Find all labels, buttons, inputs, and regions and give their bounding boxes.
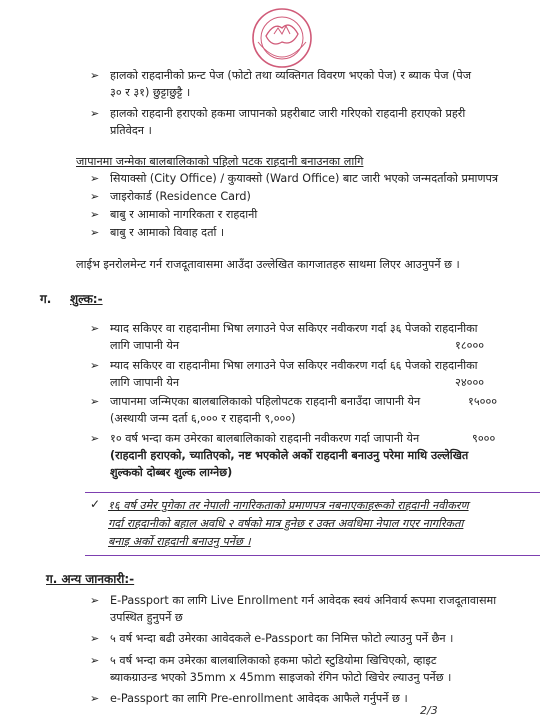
bullet-police-report-line1: हालको राहदानी हराएको हकमा जापानको प्रहरीबाट जारी गरिएको राहदानी हराएको प्रहरी (110, 107, 466, 120)
notice-line: बनाइ अर्को राहदानी बनाउनु पर्नेछ । (108, 535, 251, 548)
arrow-bullet-icon: ➢ (90, 208, 100, 221)
arrow-bullet-icon: ➢ (90, 190, 100, 203)
arrow-bullet-icon: ➢ (90, 359, 100, 372)
arrow-bullet-icon: ➢ (90, 654, 100, 667)
children-item: जाइरोकार्ड (Residence Card) (110, 190, 251, 203)
arrow-bullet-icon: ➢ (90, 692, 100, 705)
arrow-bullet-icon: ➢ (90, 594, 100, 607)
page-number-mark: 2/3 (420, 704, 438, 717)
arrow-bullet-icon: ➢ (90, 172, 100, 185)
other-info-heading: ग. अन्य जानकारी:- (46, 572, 135, 586)
fee-item-line1: १० वर्ष भन्दा कम उमेरका बालबालिकाको राहदानी नवीकरण गर्दा जापानी येन (110, 432, 420, 445)
arrow-bullet-icon: ➢ (90, 226, 100, 239)
children-item: सियाक्सो (City Office) / कुयाक्सो (Ward Office) बाट जारी भएको जन्मदर्ताको प्रमाणपत्र (110, 172, 499, 185)
children-section-heading: जापानमा जन्मेका बालबालिकाको पहिलो पटक राहदानी बनाउनका लागि (76, 155, 364, 168)
arrow-bullet-icon: ➢ (90, 395, 100, 408)
live-enrollment-note: लाईभ इनरोलमेन्ट गर्न राजदूतावासमा आउँदा उल्लेखित कागजातहरु साथमा लिएर आउनुपर्ने छ । (76, 258, 460, 271)
fee-amount: १५००० (468, 395, 498, 408)
arrow-bullet-icon: ➢ (90, 107, 100, 120)
other-item-line1: ५ वर्ष भन्दा बढी उमेरका आवेदकले e-Passport का निमित्त फोटो ल्याउनु पर्ने छैन । (110, 632, 454, 645)
fee-item-line1: जापानमा जन्मिएका बालबालिकाको पहिलोपटक राहदानी बनाउँदा जापानी येन (110, 395, 421, 408)
check-icon: ✓ (90, 497, 101, 511)
other-item-line2: उपस्थित हुनुपर्ने छ (110, 611, 183, 624)
arrow-bullet-icon: ➢ (90, 432, 100, 445)
fee-item-line2: लागि जापानी येन (110, 376, 180, 389)
notice-line: १६ वर्ष उमेर पुगेका तर नेपाली नागरिकताको प्रमाणपत्र नबनाएकाहरूको राहदानी नवीकरण (108, 499, 469, 512)
fee-item-line2: लागि जापानी येन (110, 339, 180, 352)
children-item: बाबु र आमाको विवाह दर्ता । (110, 226, 225, 239)
arrow-bullet-icon: ➢ (90, 322, 100, 335)
bullet-passport-pages-line2: ३० र ३१) छुट्टाछुट्टै । (110, 86, 191, 99)
fee-item-line2: (अस्थायी जन्म दर्ता ६,००० र राहदानी ९,०००) (110, 412, 296, 425)
arrow-bullet-icon: ➢ (90, 69, 100, 82)
fee-item-line3: शुल्कको दोब्बर शुल्क लाग्नेछ) (110, 466, 233, 479)
fee-amount: १८००० (455, 339, 485, 352)
notice-line: गर्दा राहदानीको बहाल अवधि २ वर्षको मात्र हुनेछ र उक्त अवधिमा नेपाल गएर नागरिकता (108, 517, 464, 530)
other-item-line1: e-Passport का लागि Pre-enrollment आवेदक आफैले गर्नुपर्ने छ । (110, 692, 408, 705)
bullet-passport-pages-line1: हालको राहदानीको फ्रन्ट पेज (फोटो तथा व्यक्तिगत विवरण भएको पेज) र ब्याक पेज (पेज (110, 69, 472, 82)
children-item: बाबु र आमाको नागरिकता र राहदानी (110, 208, 258, 221)
bullet-police-report-line2: प्रतिवेदन । (110, 124, 152, 137)
fee-amount: २४००० (455, 376, 485, 389)
other-item-line2: ब्याकग्राउन्ड भएको 35mm x 45mm साइजको रंगिन फोटो खिचेर ल्याउनु पर्नेछ । (110, 671, 452, 684)
fee-amount: ९००० (472, 432, 496, 445)
fee-item-line1: म्याद सकिएर वा राहदानीमा भिषा लगाउने पेज सकिएर नवीकरण गर्दा ६६ पेजको राहदानीका (110, 359, 478, 372)
embassy-seal (248, 6, 316, 70)
other-item-line1: ५ वर्ष भन्दा कम उमेरका बालबालिकाको हकमा फोटो स्टुडियोमा खिचिएको, व्हाइट (110, 654, 437, 667)
fee-item-line1: म्याद सकिएर वा राहदानीमा भिषा लगाउने पेज सकिएर नवीकरण गर्दा ३६ पेजको राहदानीका (110, 322, 478, 335)
fees-heading: शुल्क:- (70, 292, 103, 306)
fee-item-line2: (राहदानी हराएको, च्यातिएको, नष्ट भएकोले अर्को राहदानी बनाउनु परेमा माथि उल्लेखित (110, 449, 469, 462)
fees-section-marker: ग. (40, 292, 52, 306)
other-item-line1: E-Passport का लागि Live Enrollment गर्न आवेदक स्वयं अनिवार्य रूपमा राजदूतावासमा (110, 594, 497, 607)
arrow-bullet-icon: ➢ (90, 632, 100, 645)
